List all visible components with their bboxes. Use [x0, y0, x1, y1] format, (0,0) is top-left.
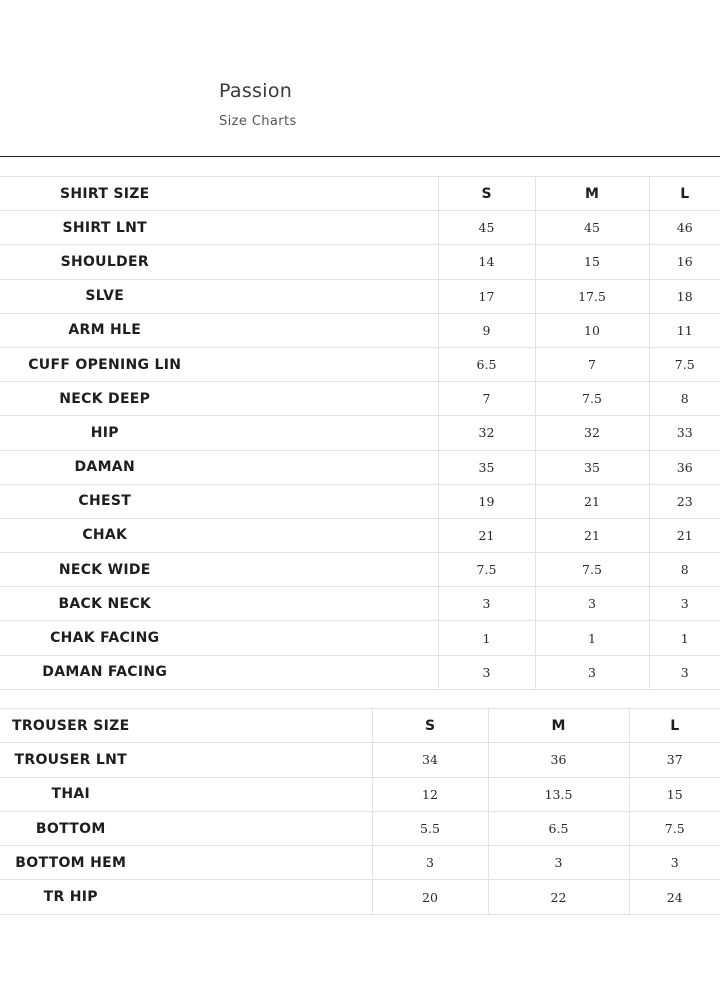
shirt-size-column-header: L	[649, 177, 720, 211]
shirt-row	[0, 655, 720, 689]
shirt-value-cell: 15	[535, 245, 649, 279]
shirt-value-cell: 6.5	[438, 347, 535, 381]
shirt-value-cell: 45	[438, 211, 535, 245]
shirt-value-cell: 45	[535, 211, 649, 245]
shirt-measurement-label: ARM HLE	[0, 313, 438, 347]
shirt-value-cell: 33	[649, 416, 720, 450]
trouser-value-cell: 3	[488, 846, 629, 880]
trouser-value-cell: 24	[629, 880, 720, 914]
shirt-measurement-label: SHOULDER	[0, 245, 438, 279]
shirt-row	[0, 587, 720, 621]
shirt-row	[0, 416, 720, 450]
page-title: Passion	[219, 80, 293, 102]
shirt-measurement-label: SLVE	[0, 279, 438, 313]
trouser-value-cell: 37	[629, 743, 720, 777]
shirt-value-cell: 32	[535, 416, 649, 450]
shirt-row	[0, 484, 720, 518]
shirt-row	[0, 621, 720, 655]
trouser-row	[0, 743, 720, 777]
shirt-value-cell: 3	[649, 655, 720, 689]
shirt-measurement-label: CUFF OPENING LIN	[0, 347, 438, 381]
shirt-value-cell: 21	[535, 484, 649, 518]
shirt-value-cell: 3	[535, 587, 649, 621]
shirt-value-cell: 3	[438, 655, 535, 689]
shirt-row	[0, 347, 720, 381]
trouser-measurement-label: TR HIP	[0, 880, 372, 914]
shirt-value-cell: 36	[649, 450, 720, 484]
trouser-value-cell: 7.5	[629, 811, 720, 845]
trouser-row	[0, 880, 720, 914]
shirt-row	[0, 313, 720, 347]
shirt-value-cell: 35	[535, 450, 649, 484]
trouser-row	[0, 777, 720, 811]
shirt-row	[0, 553, 720, 587]
shirt-value-cell: 3	[535, 655, 649, 689]
shirt-value-cell: 10	[535, 313, 649, 347]
shirt-value-cell: 1	[438, 621, 535, 655]
trouser-measurement-label: THAI	[0, 777, 372, 811]
trouser-value-cell: 34	[372, 743, 488, 777]
shirt-measurement-label: NECK WIDE	[0, 553, 438, 587]
trouser-measurement-label: BOTTOM HEM	[0, 846, 372, 880]
shirt-size-column-header: M	[535, 177, 649, 211]
trouser-size-column-header: M	[488, 709, 629, 743]
shirt-value-cell: 32	[438, 416, 535, 450]
shirt-row	[0, 450, 720, 484]
shirt-value-cell: 35	[438, 450, 535, 484]
shirt-header-row	[0, 177, 720, 211]
shirt-measurement-label: NECK DEEP	[0, 382, 438, 416]
shirt-value-cell: 14	[438, 245, 535, 279]
shirt-value-cell: 7	[535, 347, 649, 381]
shirt-value-cell: 7.5	[438, 553, 535, 587]
trouser-size-column-header: S	[372, 709, 488, 743]
shirt-value-cell: 7	[438, 382, 535, 416]
trouser-measurement-label: BOTTOM	[0, 811, 372, 845]
shirt-row	[0, 279, 720, 313]
shirt-row	[0, 245, 720, 279]
shirt-row	[0, 211, 720, 245]
shirt-value-cell: 23	[649, 484, 720, 518]
shirt-measurement-label: SHIRT LNT	[0, 211, 438, 245]
shirt-measurement-label: DAMAN FACING	[0, 655, 438, 689]
shirt-measurement-label: CHAK	[0, 518, 438, 552]
trouser-value-cell: 12	[372, 777, 488, 811]
trouser-value-cell: 6.5	[488, 811, 629, 845]
trouser-value-cell: 5.5	[372, 811, 488, 845]
shirt-measurement-label: HIP	[0, 416, 438, 450]
shirt-value-cell: 11	[649, 313, 720, 347]
shirt-value-cell: 1	[649, 621, 720, 655]
shirt-value-cell: 8	[649, 553, 720, 587]
shirt-row	[0, 382, 720, 416]
shirt-value-cell: 1	[535, 621, 649, 655]
trouser-size-column-header: L	[629, 709, 720, 743]
trouser-value-cell: 3	[372, 846, 488, 880]
trouser-value-cell: 36	[488, 743, 629, 777]
shirt-value-cell: 9	[438, 313, 535, 347]
trouser-value-cell: 20	[372, 880, 488, 914]
trouser-size-header: TROUSER SIZE	[0, 709, 372, 743]
shirt-value-cell: 3	[438, 587, 535, 621]
trouser-row	[0, 811, 720, 845]
shirt-value-cell: 17	[438, 279, 535, 313]
shirt-size-column-header: S	[438, 177, 535, 211]
shirt-value-cell: 3	[649, 587, 720, 621]
page-subtitle: Size Charts	[219, 114, 297, 129]
shirt-value-cell: 7.5	[649, 347, 720, 381]
shirt-measurement-label: CHEST	[0, 484, 438, 518]
trouser-value-cell: 3	[629, 846, 720, 880]
trouser-size-table	[0, 708, 720, 915]
shirt-value-cell: 7.5	[535, 382, 649, 416]
shirt-value-cell: 21	[535, 518, 649, 552]
trouser-row	[0, 846, 720, 880]
header-divider	[0, 156, 720, 157]
trouser-value-cell: 15	[629, 777, 720, 811]
trouser-value-cell: 13.5	[488, 777, 629, 811]
shirt-value-cell: 21	[649, 518, 720, 552]
trouser-value-cell: 22	[488, 880, 629, 914]
shirt-measurement-label: DAMAN	[0, 450, 438, 484]
shirt-value-cell: 21	[438, 518, 535, 552]
shirt-value-cell: 18	[649, 279, 720, 313]
shirt-value-cell: 8	[649, 382, 720, 416]
shirt-value-cell: 17.5	[535, 279, 649, 313]
shirt-size-table	[0, 176, 720, 690]
shirt-row	[0, 518, 720, 552]
trouser-header-row	[0, 709, 720, 743]
shirt-size-header: SHIRT SIZE	[0, 177, 438, 211]
shirt-value-cell: 7.5	[535, 553, 649, 587]
shirt-value-cell: 46	[649, 211, 720, 245]
trouser-measurement-label: TROUSER LNT	[0, 743, 372, 777]
shirt-measurement-label: BACK NECK	[0, 587, 438, 621]
shirt-measurement-label: CHAK FACING	[0, 621, 438, 655]
shirt-value-cell: 16	[649, 245, 720, 279]
shirt-value-cell: 19	[438, 484, 535, 518]
